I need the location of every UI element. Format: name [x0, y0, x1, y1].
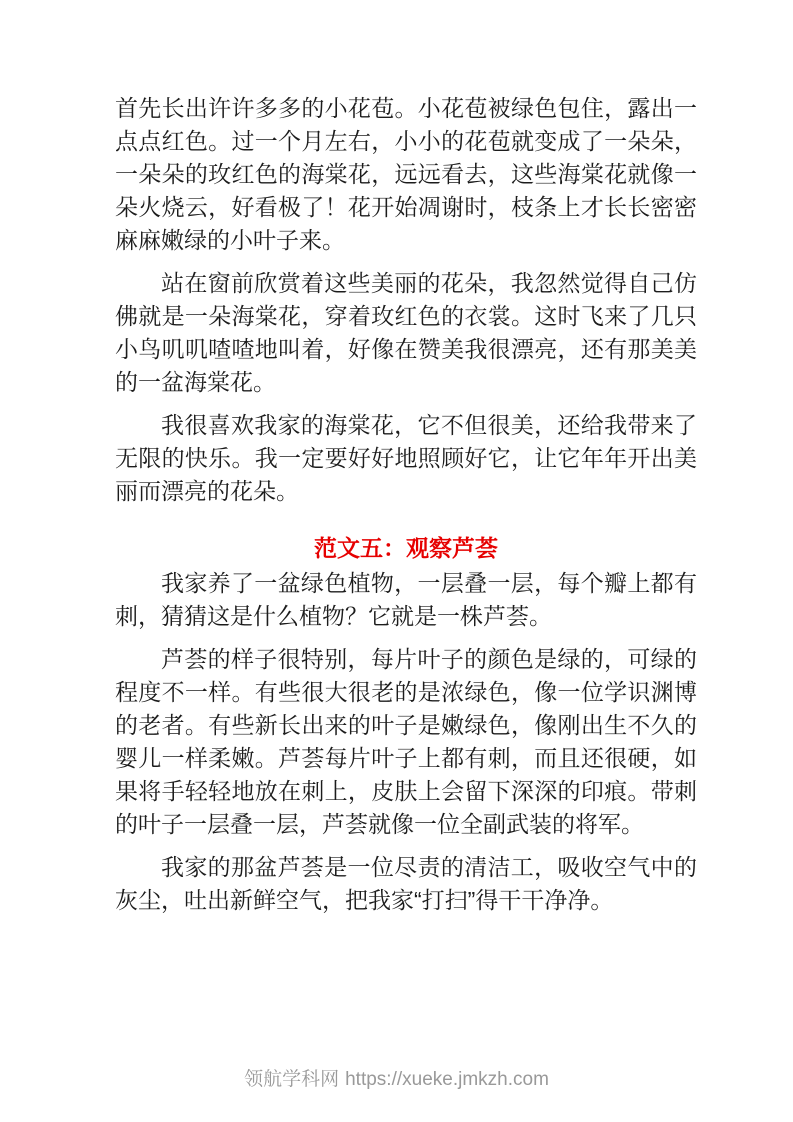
footer-site-url: https://xueke.jmkzh.com — [345, 1069, 549, 1090]
section-heading: 范文五：观察芦荟 — [314, 535, 498, 561]
paragraph: 我家养了一盆绿色植物，一层叠一层，每个瓣上都有刺，猜猜这是什么植物？它就是一株芦荟。 — [115, 570, 697, 629]
paragraph: 站在窗前欣赏着这些美丽的花朵，我忽然觉得自己仿佛就是一朵海棠花，穿着玫红色的衣裳。这时飞来了几只小鸟叽叽喳喳地叫着，好像在赞美我很漂亮，还有那美美的一盆海棠花。 — [115, 270, 697, 395]
footer-site-name: 领航学科网 — [244, 1069, 340, 1090]
paragraph: 芦荟的样子很特别，每片叶子的颜色是绿的，可绿的程度不一样。有些很大很老的是浓绿色，像一位学识渊博的老者。有些新长出来的叶子是嫩绿色，像刚出生不久的婴儿一样柔嫩。芦荟每片叶子上都有刺，而且还很硬，如果将手轻轻地放在刺上，皮肤上会留下深深的印痕。带刺的叶子一层叠一层，芦荟就像一位全副武装的将军。 — [115, 646, 697, 837]
paragraph: 首先长出许许多多的小花苞。小花苞被绿色包住，露出一点点红色。过一个月左右，小小的花苞就变成了一朵朵，一朵朵的玫红色的海棠花，远远看去，这些海棠花就像一朵火烧云，好看极了！花开始凋谢时，枝条上才长长密密麻麻嫩绿的小叶子来。 — [115, 95, 697, 253]
page-footer — [0, 1068, 793, 1092]
paragraph: 我家的那盆芦荟是一位尽责的清洁工，吸收空气中的灰尘，吐出新鲜空气，把我家“打扫”得干干净净。 — [115, 854, 697, 913]
paragraph: 我很喜欢我家的海棠花，它不但很美，还给我带来了无限的快乐。我一定要好好地照顾好它，让它年年开出美丽而漂亮的花朵。 — [115, 412, 697, 504]
document-content — [115, 92, 697, 927]
